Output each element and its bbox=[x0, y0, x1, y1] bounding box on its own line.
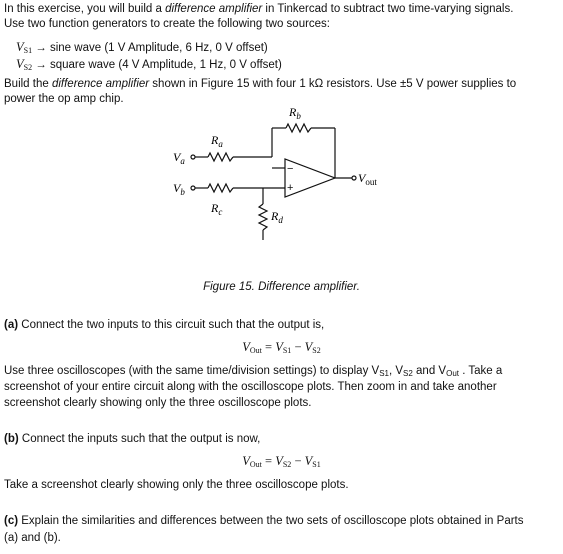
op-amp-minus: − bbox=[287, 163, 294, 175]
vout-terminal bbox=[352, 176, 356, 180]
part-a-equation: $V_{Out} = V_{S1} - V_{S2}$ bbox=[242, 340, 321, 355]
source-1 bbox=[16, 40, 268, 58]
source-2 bbox=[16, 57, 282, 75]
label-rc: $R_c$ bbox=[211, 201, 223, 217]
part-c-heading: (c) Explain the similarities and differences between the two sets of oscilloscope plots obtained in Parts bbox=[4, 515, 524, 527]
label-rb: $R_b$ bbox=[289, 105, 301, 121]
intro-line-2: Use two function generators to create the following two sources: bbox=[4, 18, 331, 30]
build-line-2: power the op amp chip. bbox=[4, 93, 124, 105]
part-a-para-3: screenshot clearly showing only the three oscilloscope plots. bbox=[4, 397, 312, 409]
label-rd: $R_d$ bbox=[271, 209, 283, 225]
figure-caption: Figure 15. Difference amplifier. bbox=[203, 281, 360, 293]
vb-terminal bbox=[191, 186, 195, 190]
resistor-rb bbox=[286, 124, 311, 132]
label-vout: $V_{out}$ bbox=[358, 171, 377, 187]
label-ra: $R_a$ bbox=[211, 133, 223, 149]
source-1-desc: → sine wave (1 V Amplitude, 6 Hz, 0 V offset) bbox=[32, 42, 268, 54]
intro-text-end: in Tinkercad to subtract two time-varying signals. bbox=[262, 3, 514, 15]
intro-text: In this exercise, you will build a bbox=[4, 3, 166, 15]
part-c-label: (c) bbox=[4, 515, 19, 527]
resistor-rc bbox=[208, 184, 233, 192]
part-a-label: (a) bbox=[4, 319, 19, 331]
label-va: $V_a$ bbox=[173, 150, 185, 166]
part-c-line-2: (a) and (b). bbox=[4, 532, 61, 544]
part-a-heading: (a) Connect the two inputs to this circuit such that the output is, bbox=[4, 319, 325, 331]
source-1-symbol: $V_{S1}$ bbox=[16, 40, 33, 55]
build-line-1: Build the difference amplifier shown in Figure 15 with four 1 kΩ resistors. Use ±5 V power supplies to bbox=[4, 78, 517, 90]
resistor-rd bbox=[259, 204, 267, 230]
source-2-symbol: $V_{S2}$ bbox=[16, 57, 33, 72]
part-b-para-1: Take a screenshot clearly showing only the three oscilloscope plots. bbox=[4, 479, 349, 491]
difference-amplifier-circuit bbox=[160, 104, 420, 254]
intro-line-1 bbox=[4, 2, 513, 16]
part-b-label: (b) bbox=[4, 433, 19, 445]
va-terminal bbox=[191, 155, 195, 159]
build-emphasis: difference amplifier bbox=[51, 78, 150, 90]
source-2-desc: → square wave (4 V Amplitude, 1 Hz, 0 V offset) bbox=[32, 59, 282, 71]
intro-emphasis: difference amplifier bbox=[165, 3, 263, 15]
part-a-para-1: Use three oscilloscopes (with the same time/division settings) to display $V_{S1}$, $V_{S2}$ and $V_{Out}$ . Take a bbox=[4, 365, 503, 378]
op-amp-plus: + bbox=[287, 182, 294, 194]
part-b-equation: $V_{Out} = V_{S2} - V_{S1}$ bbox=[242, 454, 321, 469]
label-vb: $V_b$ bbox=[173, 181, 185, 197]
part-b-heading: (b) Connect the inputs such that the output is now, bbox=[4, 433, 261, 445]
part-a-para-2: screenshot of your entire circuit along with the oscilloscope plots. Then zoom in and take another bbox=[4, 381, 497, 393]
resistor-ra bbox=[208, 153, 233, 161]
